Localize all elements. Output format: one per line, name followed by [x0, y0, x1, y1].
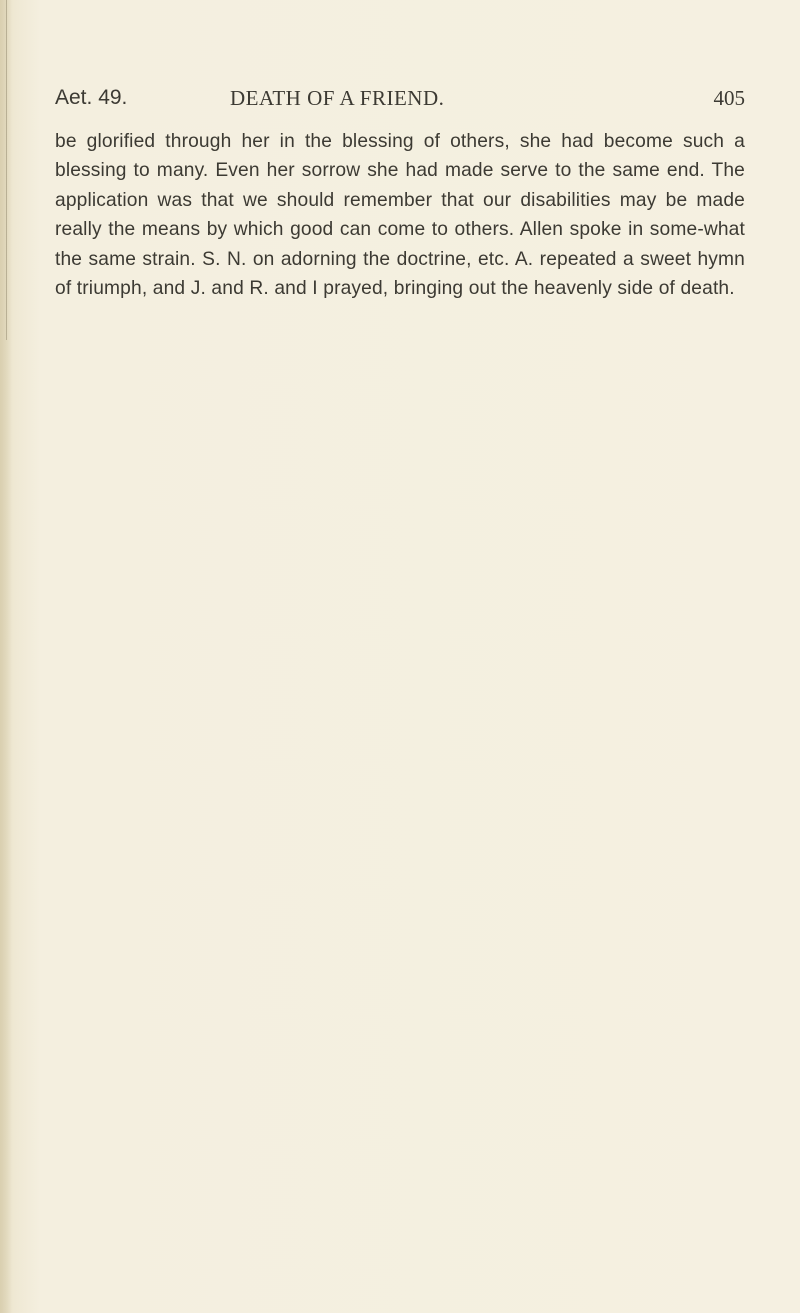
running-head: [55, 86, 745, 116]
running-head-age: Aet. 49.: [55, 86, 128, 109]
running-head-title: DEATH OF A FRIEND.: [230, 86, 445, 110]
page-edge-line: [6, 0, 7, 340]
body-paragraph: be glorified through her in the blessing of others, she had become such a blessing to many. Even her sorrow she had made serve to the same end. The application was that we should remember that our disabilities may be made really the means by which good can come to others. Allen spoke in some-what the same strain. S. N. on adorning the doctrine, etc. A. repeated a sweet hymn of triumph, and J. and R. and I prayed, bringing out the heavenly side of death.: [55, 131, 745, 300]
page-number: 405: [713, 86, 745, 110]
